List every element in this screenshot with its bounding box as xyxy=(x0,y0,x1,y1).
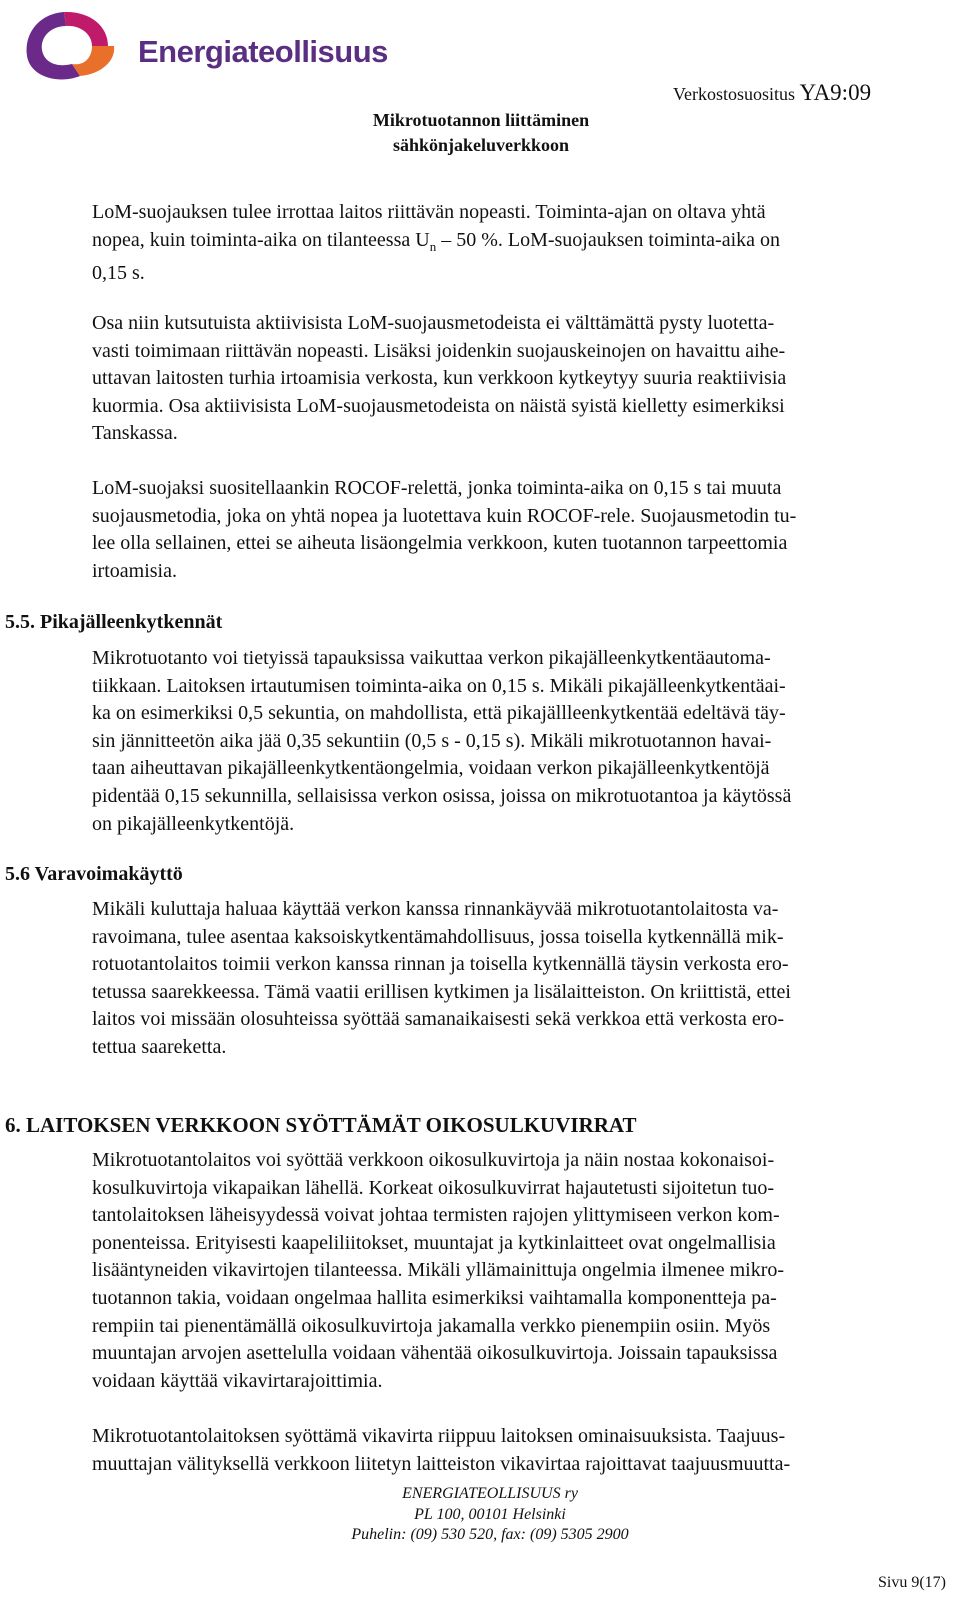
document-title-line1: Mikrotuotannon liittäminen xyxy=(372,110,590,130)
paragraph-lom-timing xyxy=(92,199,944,288)
energiateollisuus-logo xyxy=(22,8,388,88)
page-footer xyxy=(240,1484,740,1546)
paragraph-fault-current xyxy=(92,1423,944,1478)
logo-mark-icon xyxy=(22,8,132,88)
text-line: ravoimana, tulee asentaa kaksoiskytkentämahdollisuus, jossa toisella kytkennällä mik- xyxy=(92,925,784,948)
text-line: tuotannon takia, voidaan ongelmaa hallita esimerkiksi vaihtamalla komponentteja pa- xyxy=(92,1286,777,1309)
page-number: Sivu 9(17) xyxy=(878,1574,946,1591)
text-line: tettua saareketta. xyxy=(92,1035,227,1058)
text-line: 0,15 s. xyxy=(92,262,145,285)
paragraph-short-circuit xyxy=(92,1147,944,1395)
paragraph-backup-power xyxy=(92,896,944,1062)
text-line: LoM-suojaksi suositellaankin ROCOF-relettä, jonka toiminta-aika on 0,15 s tai muuta xyxy=(92,477,782,499)
text-line: LoM-suojauksen tulee irrottaa laitos riittävän nopeasti. Toiminta-ajan on oltava yhtä xyxy=(92,201,766,223)
footer-org: ENERGIATEOLLISUUS ry xyxy=(402,1485,578,1502)
text-line: lisääntyneiden vikavirtojen tilanteessa. Mikäli yllämainittuja ongelmia ilmenee mikro- xyxy=(92,1259,785,1282)
paragraph-reclosing xyxy=(92,645,944,838)
logo-wordmark: Energiateollisuus xyxy=(138,34,388,69)
text-line: kuormia. Osa aktiivisista LoM-suojausmetodeista on näistä syistä kielletty esimerkiksi xyxy=(92,394,785,417)
text-line: nopea, kuin toiminta-aika on tilanteessa U xyxy=(92,228,430,251)
heading-6: 6. LAITOKSEN VERKKOON SYÖTTÄMÄT OIKOSULKUVIRRAT xyxy=(5,1113,637,1137)
text-line: Mikrotuotanto voi tietyissä tapauksissa vaikuttaa verkon pikajälleenkytkentäautoma- xyxy=(92,647,771,669)
text-line: rempiin tai pienentämällä oikosulkuvirtoja jakamalla verkko pienempiin osiin. Myös xyxy=(92,1314,771,1337)
document-code-prefix: Verkostosuositus xyxy=(673,84,796,104)
text-line: irtoamisia. xyxy=(92,559,177,582)
text-line: on pikajälleenkytkentöjä. xyxy=(92,812,295,835)
text-line: lee olla sellainen, ettei se aiheuta lisäongelmia verkkoon, kuten tuotannon tarpeettomia xyxy=(92,532,788,555)
text-line: tantolaitoksen läheisyydessä voivat johtaa termisten rajojen ylittymiseen verkon kom- xyxy=(92,1204,780,1227)
heading-5-6: 5.6 Varavoimakäyttö xyxy=(5,863,183,885)
text-line: Tanskassa. xyxy=(92,422,178,445)
text-line: – 50 %. LoM-suojauksen toiminta-aika on xyxy=(436,228,781,251)
text-line: vasti toimimaan riittävän nopeasti. Lisäksi joidenkin suojauskeinojen on havaittu aihe- xyxy=(92,339,786,362)
footer-address: PL 100, 00101 Helsinki xyxy=(414,1505,566,1523)
text-line: tiikkaan. Laitoksen irtautumisen toiminta-aika on 0,15 s. Mikäli pikajälleenkytkentäai- xyxy=(92,674,786,697)
text-line: suojausmetodia, joka on yhtä nopea ja luotettava kuin ROCOF-rele. Suojausmetodin tu- xyxy=(92,504,797,527)
paragraph-active-lom xyxy=(92,310,944,448)
footer-phone: Puhelin: (09) 530 520, fax: (09) 5305 2900 xyxy=(351,1526,629,1543)
text-line: uttavan laitosten turhia irtoamisia verkosta, kun verkkoon kytkeytyy suuria reaktiivisia xyxy=(92,367,787,390)
subscript-n: n xyxy=(429,238,437,254)
text-line: sin jännitteetön aika jää 0,35 sekuntiin (0,5 s - 0,15 s). Mikäli mikrotuotannon havai- xyxy=(92,729,772,752)
text-line: ponenteissa. Erityisesti kaapeliliitokset, muuntajat ja kytkinlaitteet ovat ongelmallisia xyxy=(92,1231,776,1254)
text-line: pidentää 0,15 sekunnilla, sellaisissa verkon osissa, joissa on mikrotuotantoa ja käytössä xyxy=(92,784,792,807)
text-line: kosulkuvirtoja vikapaikan lähellä. Korkeat oikosulkuvirrat hajautetusti sijoitetun tuo- xyxy=(92,1176,775,1199)
document-code-value: YA9:09 xyxy=(799,80,872,105)
text-line: taan aiheuttavan pikajälleenkytkentäongelmia, voidaan verkon pikajälleenkytkentöjä xyxy=(92,757,770,780)
document-title xyxy=(340,108,622,158)
text-line: muuntajan arvojen asettelulla voidaan vähentää oikosulkuvirtoja. Joissain tapauksissa xyxy=(92,1342,778,1365)
heading-5-5: 5.5. Pikajälleenkytkennät xyxy=(5,611,223,633)
text-line: Mikrotuotantolaitos voi syöttää verkkoon oikosulkuvirtoja ja näin nostaa kokonaisoi- xyxy=(92,1149,775,1171)
document-title-line2: sähkönjakeluverkkoon xyxy=(392,135,570,155)
text-line: Mikrotuotantolaitoksen syöttämä vikavirta riippuu laitoksen ominaisuuksista. Taajuus- xyxy=(92,1425,786,1447)
text-line: Mikäli kuluttaja haluaa käyttää verkon kanssa rinnankäyvää mikrotuotantolaitosta va- xyxy=(92,898,779,920)
text-line: rotuotantolaitos toimii verkon kanssa rinnan ja toisella kytkennällä täysin verkosta ero- xyxy=(92,953,789,976)
text-line: laitos voi missään olosuhteissa syöttää samanaikaisesti sekä verkkoa että verkosta ero- xyxy=(92,1008,785,1031)
text-line: ka on esimerkiksi 0,5 sekuntia, on mahdollista, että pikajällleenkytkentää edeltävä täy- xyxy=(92,702,786,725)
text-line: muuttajan välityksellä verkkoon liitetyn laitteiston vikavirtaa rajoittavat taajuusmuutta- xyxy=(92,1452,791,1475)
text-line: Osa niin kutsutuista aktiivisista LoM-suojausmetodeista ei välttämättä pysty luotetta- xyxy=(92,312,775,334)
text-line: tetussa saarekkeessa. Tämä vaatii erillisen kytkimen ja lisälaitteiston. On kriittistä, ettei xyxy=(92,980,791,1003)
document-code xyxy=(673,80,871,106)
text-line: voidaan käyttää vikavirtarajoittimia. xyxy=(92,1369,383,1392)
paragraph-rocof xyxy=(92,475,944,585)
